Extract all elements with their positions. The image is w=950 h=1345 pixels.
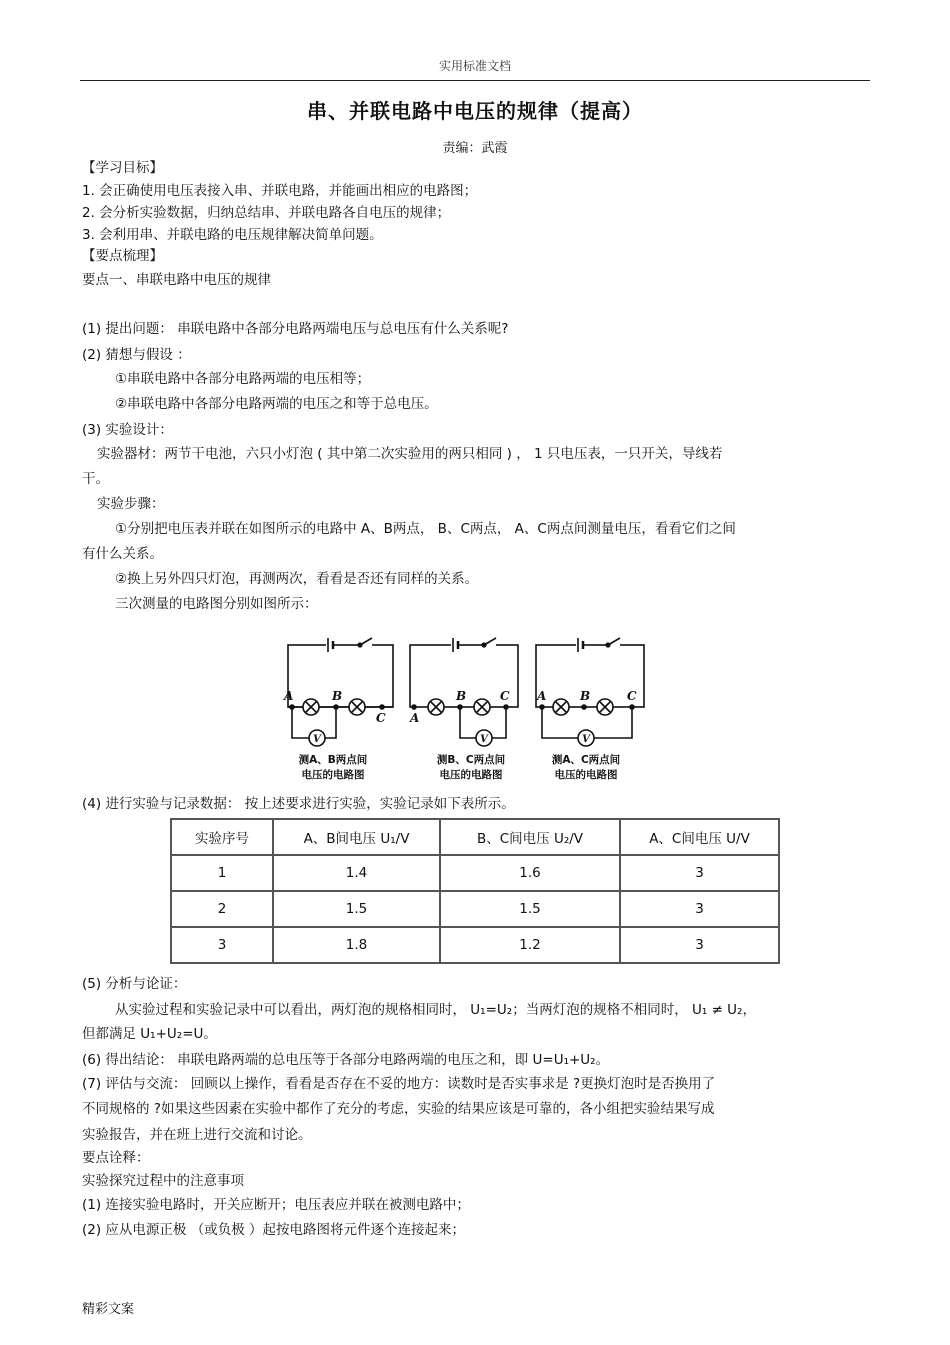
caption-2-line2: 电压的电路图: [439, 769, 503, 781]
point1-title: 要点一、串联电路中电压的规律: [82, 272, 271, 288]
voltmeter-label-1: V: [313, 734, 321, 745]
question-7-cont1: 不同规格的 ?如果这些因素在实验中都作了充分的考虑，实验的结果应该是可靠的，各小组把实验结果写成: [82, 1101, 715, 1117]
note-heading: 要点诠释：: [82, 1150, 150, 1166]
table-header-row: [171, 819, 779, 855]
table-cell: 1.5: [273, 891, 440, 927]
note-title: 实验探究过程中的注意事项: [82, 1173, 244, 1189]
analysis-text: 从实验过程和实验记录中可以看出，两灯泡的规格相同时， U₁=U₂；当两灯泡的规格不相同时， U₁ ≠ U₂，: [115, 1002, 756, 1018]
node-label-b1: B: [332, 689, 343, 703]
voltmeter-label-3: V: [582, 734, 590, 745]
table-row: [171, 891, 779, 927]
hypothesis-a: ①串联电路中各部分电路两端的电压相等；: [115, 371, 371, 387]
table-cell: 1: [171, 855, 273, 891]
question-4: (4) 进行实验与记录数据： 按上述要求进行实验，实验记录如下表所示。: [82, 796, 515, 812]
equipment-text-cont: 干。: [82, 471, 109, 487]
page-footer: 精彩文案: [82, 1302, 135, 1317]
data-table: [170, 818, 780, 964]
node-label-a1: A: [284, 689, 294, 703]
goal-1: 1. 会正确使用电压表接入串、并联电路，并能画出相应的电路图；: [82, 183, 478, 199]
table-header-cell: A、B间电压 U₁/V: [273, 819, 440, 855]
points-heading: 【要点梳理】: [82, 248, 163, 264]
table-cell: 1.4: [273, 855, 440, 891]
circuit-diagrams: [278, 630, 653, 785]
question-6: (6) 得出结论： 串联电路两端的总电压等于各部分电路两端的电压之和，即 U=U₁+U₂。: [82, 1052, 610, 1068]
table-cell: 2: [171, 891, 273, 927]
header-rule: [80, 80, 870, 81]
node-label-c3: C: [627, 689, 637, 703]
node-label-b3: B: [580, 689, 591, 703]
analysis-text-cont: 但都满足 U₁+U₂=U。: [82, 1026, 217, 1042]
table-cell: 3: [620, 927, 779, 963]
step-2: ②换上另外四只灯泡，再测两次，看看是否还有同样的关系。: [115, 571, 479, 587]
table-header-cell: 实验序号: [171, 819, 273, 855]
caption-3-line1: 测A、C两点间: [551, 754, 621, 766]
table-row: [171, 927, 779, 963]
question-2: (2) 猜想与假设 ：: [82, 347, 191, 363]
table-cell: 1.8: [273, 927, 440, 963]
step-1-cont: 有什么关系。: [82, 546, 163, 562]
question-3: (3) 实验设计：: [82, 422, 173, 438]
table-cell: 1.5: [440, 891, 620, 927]
caption-1-line2: 电压的电路图: [301, 769, 365, 781]
page-title: 串、并联电路中电压的规律（提高）: [307, 99, 643, 123]
node-label-a2: A: [410, 711, 420, 725]
table-row: [171, 855, 779, 891]
note-1: (1) 连接实验电路时，开关应断开；电压表应并联在被测电路中；: [82, 1197, 470, 1213]
goal-3: 3. 会利用串、并联电路的电压规律解决简单问题。: [82, 227, 383, 243]
step-1: ①分别把电压表并联在如图所示的电路中 A、B两点， B、C两点， A、C两点间测量电压，看看它们之间: [115, 521, 736, 537]
table-header-cell: A、C间电压 U/V: [620, 819, 779, 855]
equipment-text: 实验器材：两节干电池，六只小灯泡 ( 其中第二次实验用的两只相同 ) ， 1 只电压表，一只开关，导线若: [97, 446, 723, 462]
figure-intro: 三次测量的电路图分别如图所示：: [115, 596, 318, 612]
steps-heading: 实验步骤：: [97, 496, 165, 512]
editor-line: 责编：武霞: [442, 141, 508, 156]
node-label-b2: B: [456, 689, 467, 703]
question-7: (7) 评估与交流： 回顾以上操作，看看是否存在不妥的地方：读数时是否实事求是 ?更换灯泡时是否换用了: [82, 1076, 716, 1092]
page-header: 实用标准文档: [438, 59, 511, 73]
caption-1-line1: 测A、B两点间: [298, 754, 368, 766]
table-cell: 1.6: [440, 855, 620, 891]
question-1: (1) 提出问题： 串联电路中各部分电路两端电压与总电压有什么关系呢?: [82, 321, 509, 337]
node-label-a3: A: [537, 689, 547, 703]
node-label-c1: C: [376, 711, 386, 725]
question-5: (5) 分析与论证：: [82, 976, 187, 992]
caption-3-line2: 电压的电路图: [554, 769, 618, 781]
node-label-c2: C: [500, 689, 510, 703]
question-7-cont2: 实验报告，并在班上进行交流和讨论。: [82, 1127, 312, 1143]
table-cell: 3: [171, 927, 273, 963]
voltmeter-label-2: V: [480, 734, 488, 745]
note-2: (2) 应从电源正极 （或负极 ）起按电路图将元件逐个连接起来；: [82, 1222, 465, 1238]
caption-2-line1: 测B、C两点间: [436, 754, 506, 766]
table-cell: 3: [620, 855, 779, 891]
goal-2: 2. 会分析实验数据，归纳总结串、并联电路各自电压的规律；: [82, 205, 451, 221]
table-header-cell: B、C间电压 U₂/V: [440, 819, 620, 855]
table-cell: 1.2: [440, 927, 620, 963]
goals-heading: 【学习目标】: [82, 160, 163, 176]
table-cell: 3: [620, 891, 779, 927]
hypothesis-b: ②串联电路中各部分电路两端的电压之和等于总电压。: [115, 396, 438, 412]
